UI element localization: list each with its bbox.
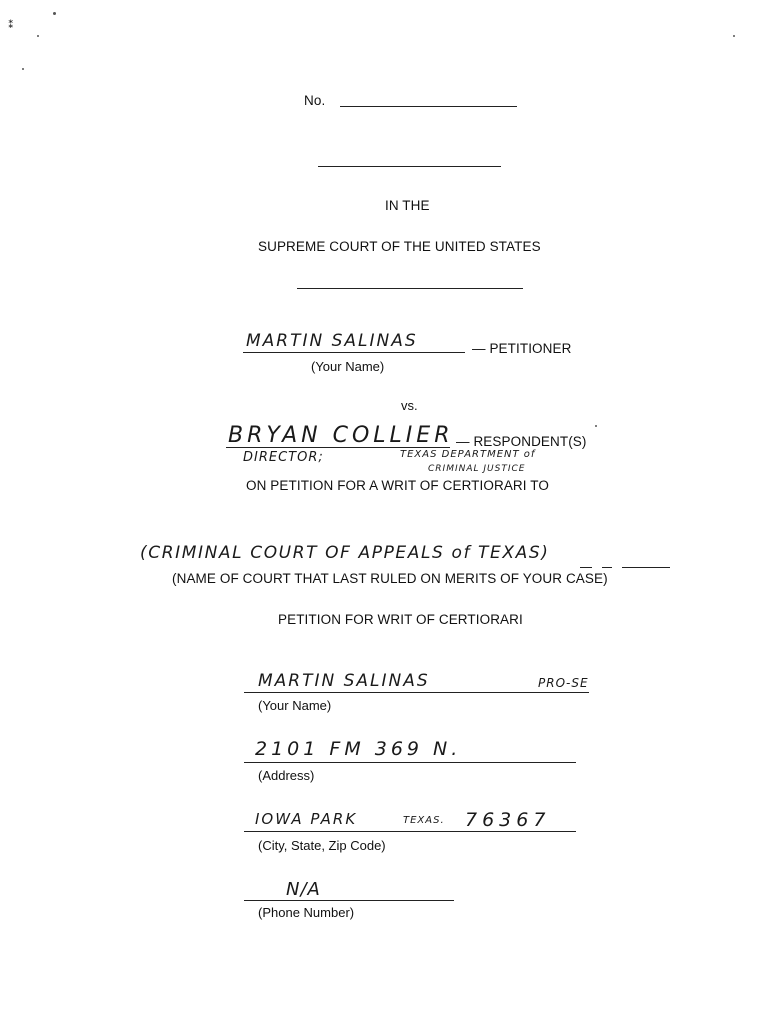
filer-pro-se: PRO-SE [538,676,589,690]
separator-line [297,288,523,289]
versus-label: vs. [401,398,418,413]
petitioner-caption: (Your Name) [311,359,385,374]
filer-phone-line [244,900,454,901]
respondent-agency-line1: TEXAS DEPARTMENT of [400,449,536,460]
filer-city-caption: (City, State, Zip Code) [258,838,386,853]
filer-zip: 76367 [465,809,551,831]
petitioner-name: MARTIN SALINAS [246,331,418,351]
filer-name-caption: (Your Name) [258,698,332,713]
filer-name-line [244,692,589,693]
respondent-line [226,447,450,448]
petitioner-line [243,352,465,353]
respondent-agency-line2: CRIMINAL JUSTICE [428,464,526,474]
lower-court-name: (CRIMINAL COURT OF APPEALS of TEXAS) [140,543,550,563]
filer-state: TEXAS. [403,815,445,826]
lower-court-line [580,567,592,568]
filer-address-line [244,762,576,763]
filer-city-line [244,831,576,832]
lower-court-caption: (NAME OF COURT THAT LAST RULED ON MERITS OF YOUR CASE) [172,571,608,586]
scan-speck [733,35,735,37]
filer-address: 2101 FM 369 N. [255,738,462,760]
court-title: SUPREME COURT OF THE UNITED STATES [258,239,541,254]
filer-address-caption: (Address) [258,768,315,783]
filer-name: MARTIN SALINAS [258,671,430,691]
filer-city: IOWA PARK [255,810,358,828]
respondent-title-note: DIRECTOR; [243,450,324,465]
lower-court-line [602,567,612,568]
scan-speck [53,12,56,15]
filer-phone: N/A [286,879,321,900]
lower-court-line [622,567,670,568]
separator-line [318,166,501,167]
case-number-label: No. [304,93,326,108]
scan-speck [37,35,39,37]
scan-speck [22,68,24,70]
filer-phone-caption: (Phone Number) [258,905,355,920]
scan-mark: ⁑ [8,19,14,31]
in-the-label: IN THE [385,198,430,213]
case-number-line [340,106,517,107]
scan-speck [595,425,597,427]
petitioner-role: — PETITIONER [472,341,572,356]
writ-line: ON PETITION FOR A WRIT OF CERTIORARI TO [246,478,549,493]
petition-title: PETITION FOR WRIT OF CERTIORARI [278,612,523,627]
respondent-name: BRYAN COLLIER [228,423,454,448]
respondent-role: — RESPONDENT(S) [456,434,587,449]
